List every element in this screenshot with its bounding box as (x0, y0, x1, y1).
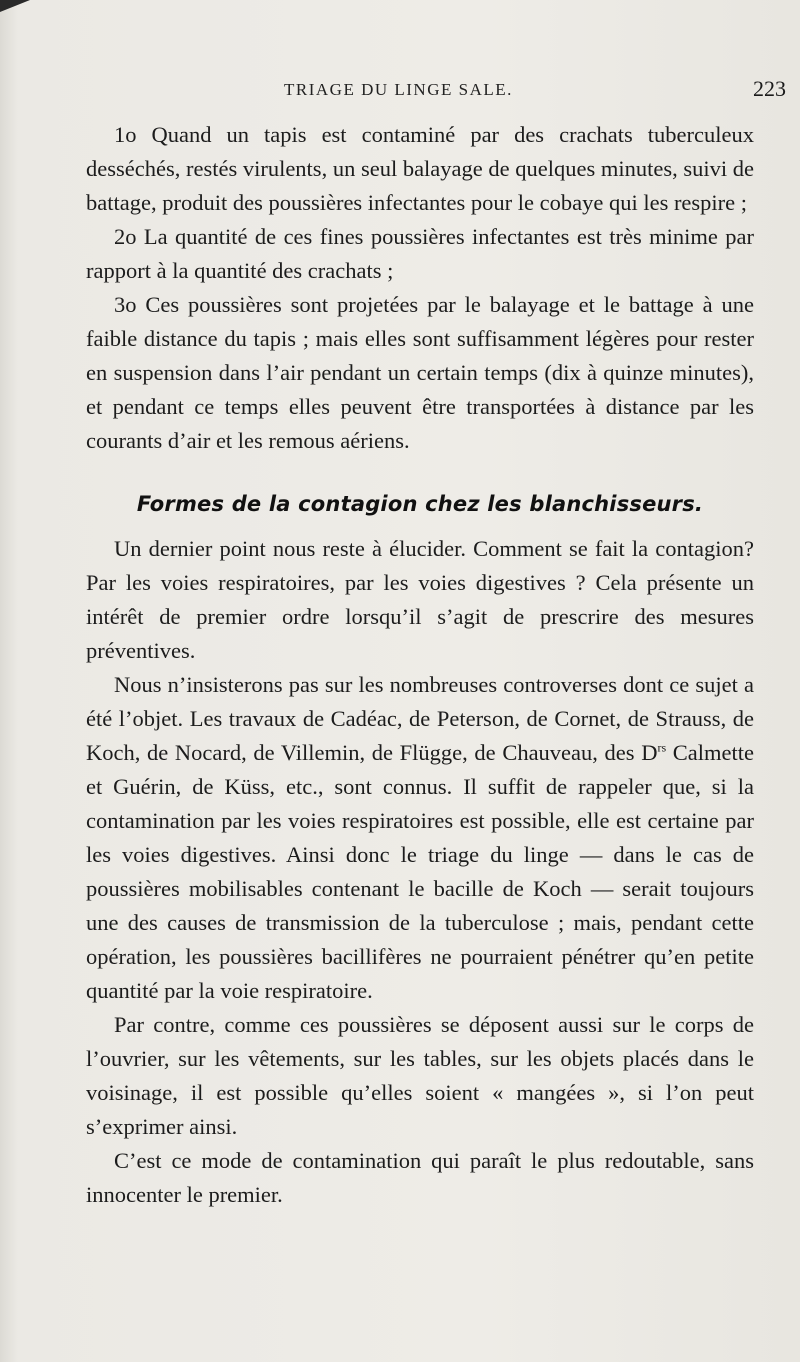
paragraph-deposit: Par contre, comme ces poussières se déposent aussi sur le corps de l’ouvrier, sur les vêtements, sur les tables, sur les objets placés dans le voisinage, il est possible qu’elles soient « mangées », si l’on peut s’exprimer ainsi. (86, 1012, 754, 1139)
scan-corner-mark (0, 0, 30, 12)
section-heading: Formes de la contagion chez les blanchisseurs. (136, 492, 704, 516)
page-header (96, 76, 786, 108)
body-text (86, 118, 754, 1212)
paragraph-contagion-intro: Un dernier point nous reste à élucider. Comment se fait la contagion? Par les voies respiratoires, par les voies digestives ? Cela présente un intérêt de premier ordre lorsqu’il s’agit de prescrire des mesures préventives. (86, 536, 754, 663)
paragraph-point-3: 3o Ces poussières sont projetées par le balayage et le battage à une faible distance du tapis ; mais elles sont suffisamment légères pour rester en suspension dans l’air pendant un certain temps (dix à quinze minutes), et pendant ce temps elles peuvent être transportées à distance par les courants d’air et les remous aériens. (86, 292, 754, 453)
paragraph-point-1: 1o Quand un tapis est contaminé par des crachats tuberculeux desséchés, restés virulents, un seul balayage de quelques minutes, suivi de battage, produit des poussières infectantes pour le cobaye qui les respire ; (86, 122, 754, 215)
controversies-text-before: Nous n’insisterons pas sur les nombreuses controverses dont ce sujet a été l’objet. Les travaux de Cadéac, de Peterson, de Cornet, de Strauss, de Koch, de Nocard, de Villemin, de Flügge, de Chauveau, des D (86, 672, 754, 765)
doctors-superscript: rs (657, 740, 667, 755)
paragraph-controversies (86, 668, 754, 1008)
paragraph-point-2: 2o La quantité de ces fines poussières infectantes est très minime par rapport à la quantité des crachats ; (86, 224, 754, 283)
paragraph-conclusion: C’est ce mode de contamination qui paraît le plus redoutable, sans innocenter le premier. (86, 1148, 754, 1207)
page-number: 223 (753, 76, 786, 101)
running-title: TRIAGE DU LINGE SALE. (284, 80, 513, 99)
controversies-text-after: Calmette et Guérin, de Küss, etc., sont connus. Il suffit de rappeler que, si la contamination par les voies respiratoires est possible, elle est certaine par les voies digestives. Ainsi donc le triage du linge — dans le cas de poussières mobilisables contenant le bacille de Koch — serait toujours une des causes de transmission de la tuberculose ; mais, pendant cette opération, les poussières bacillifères ne pourraient pénétrer qu’en petite quantité par la voie respiratoire. (86, 740, 754, 1003)
